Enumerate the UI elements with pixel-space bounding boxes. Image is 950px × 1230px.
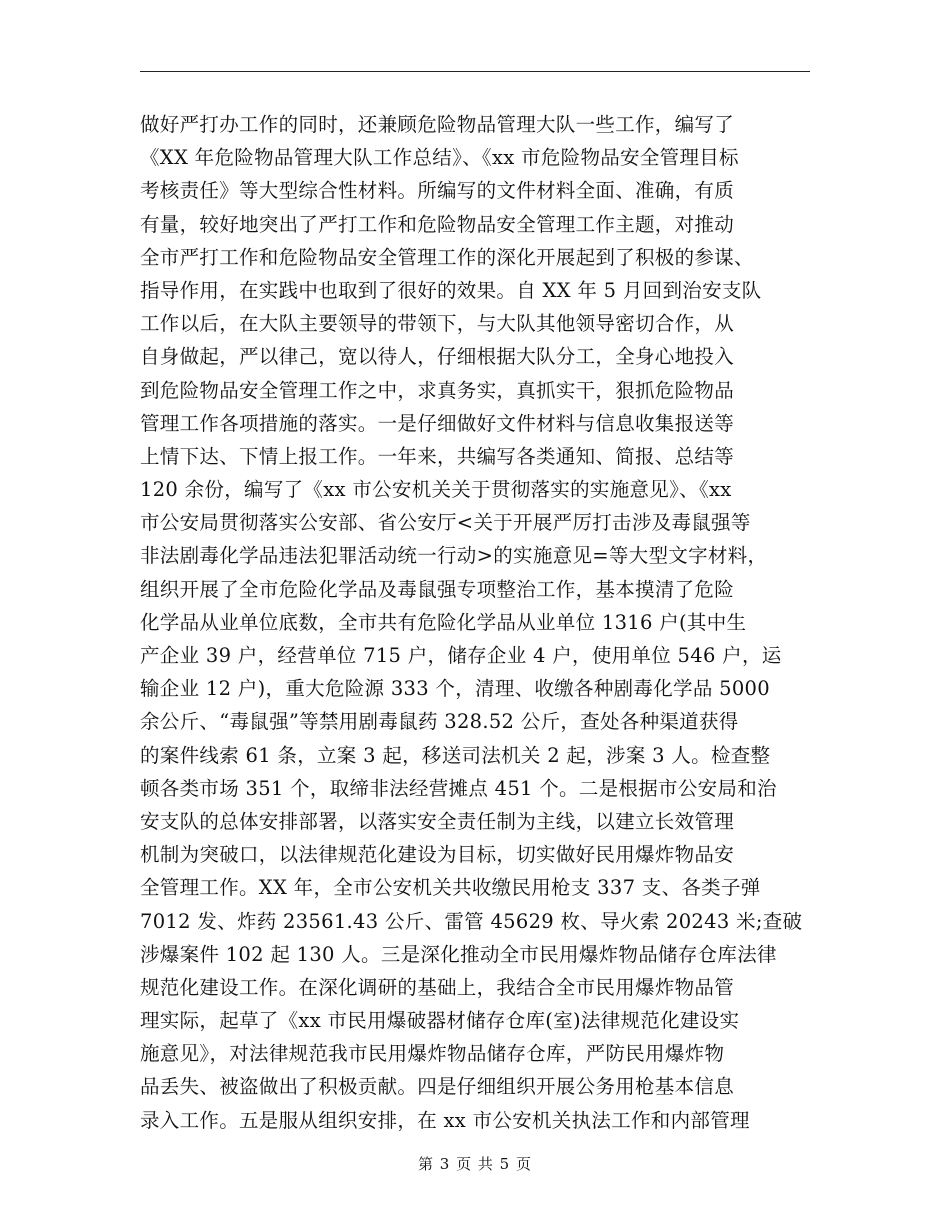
text-line: 考核责任》等大型综合性材料。所编写的文件材料全面、准确，有质 — [140, 179, 735, 203]
text-line: 品丢失、被盗做出了积极贡献。四是仔细组织开展公务用枪基本信息 — [140, 1075, 735, 1099]
text-line: 做好严打办工作的同时，还兼顾危险物品管理大队一些工作，编写了 — [140, 113, 735, 136]
text-line: 施意见》，对法律规范我市民用爆炸物品储存仓库，严防民用爆炸物 — [140, 1042, 725, 1066]
text-line: 机制为突破口，以法律规范化建设为目标，切实做好民用爆炸物品安 — [140, 843, 735, 867]
text-line: 《XX 年危险物品管理大队工作总结》、《xx 市危险物品安全管理目标 — [140, 146, 739, 170]
header-rule — [140, 71, 810, 72]
text-line: 顿各类市场 351 个，取缔非法经营摊点 451 个。二是根据市公安局和治 — [140, 776, 777, 800]
text-line: 市公安局贯彻落实公安部、省公安厅<关于开展严厉打击涉及毒鼠强等 — [140, 511, 751, 535]
text-line: 化学品从业单位底数，全市共有危险化学品从业单位 1316 户(其中生 — [140, 610, 747, 634]
text-line: 全市严打工作和危险物品安全管理工作的深化开展起到了积极的参谋、 — [140, 245, 754, 269]
text-line: 上情下达、下情上报工作。一年来，共编写各类通知、简报、总结等 — [140, 444, 735, 468]
text-line: 录入工作。五是服从组织安排，在 xx 市公安机关执法工作和内部管理 — [140, 1108, 750, 1132]
text-line: 输企业 12 户)，重大危险源 333 个，清理、收缴各种剧毒化学品 5000 — [140, 677, 770, 701]
text-line: 7012 发、炸药 23561.43 公斤、雷管 45629 枚、导火索 20243 米;查破 — [140, 909, 803, 933]
text-line: 120 余份，编写了《xx 市公安机关关于贯彻落实的实施意见》、《xx — [140, 478, 732, 502]
text-line: 涉爆案件 102 起 130 人。三是深化推动全市民用爆炸物品储存仓库法律 — [140, 942, 777, 966]
text-line: 管理工作各项措施的落实。一是仔细做好文件材料与信息收集报送等 — [140, 411, 735, 435]
body-text — [140, 108, 820, 1137]
text-line: 指导作用，在实践中也取到了很好的效果。自 XX 年 5 月回到治安支队 — [140, 278, 762, 302]
text-line: 理实际，起草了《xx 市民用爆破器材储存仓库(室)法律规范化建设实 — [140, 1009, 740, 1033]
text-line: 余公斤、“毒鼠强”等禁用剧毒鼠药 328.52 公斤，查处各种渠道获得 — [140, 710, 739, 734]
text-line: 到危险物品安全管理工作之中，求真务实，真抓实干，狠抓危险物品 — [140, 378, 735, 402]
text-line: 有量，较好地突出了严打工作和危险物品安全管理工作主题，对推动 — [140, 212, 735, 236]
text-line: 产企业 39 户，经营单位 715 户，储存企业 4 户，使用单位 546 户，运 — [140, 644, 782, 667]
text-line: 规范化建设工作。在深化调研的基础上，我结合全市民用爆炸物品管 — [140, 975, 735, 999]
text-line: 非法剧毒化学品违法犯罪活动统一行动>的实施意见=等大型文字材料， — [140, 544, 768, 568]
text-line: 全管理工作。XX 年，全市公安机关共收缴民用枪支 337 支、各类子弹 — [140, 876, 761, 900]
text-line: 的案件线索 61 条，立案 3 起，移送司法机关 2 起，涉案 3 人。检查整 — [140, 743, 771, 767]
text-line: 自身做起，严以律己，宽以待人，仔细根据大队分工，全身心地投入 — [140, 345, 735, 369]
page-number-footer: 第 3 页 共 5 页 — [418, 1155, 532, 1173]
text-line: 组织开展了全市危险化学品及毒鼠强专项整治工作，基本摸清了危险 — [140, 577, 735, 601]
text-line: 安支队的总体安排部署，以落实安全责任制为主线，以建立长效管理 — [140, 809, 735, 833]
text-line: 工作以后，在大队主要领导的带领下，与大队其他领导密切合作，从 — [140, 312, 735, 336]
